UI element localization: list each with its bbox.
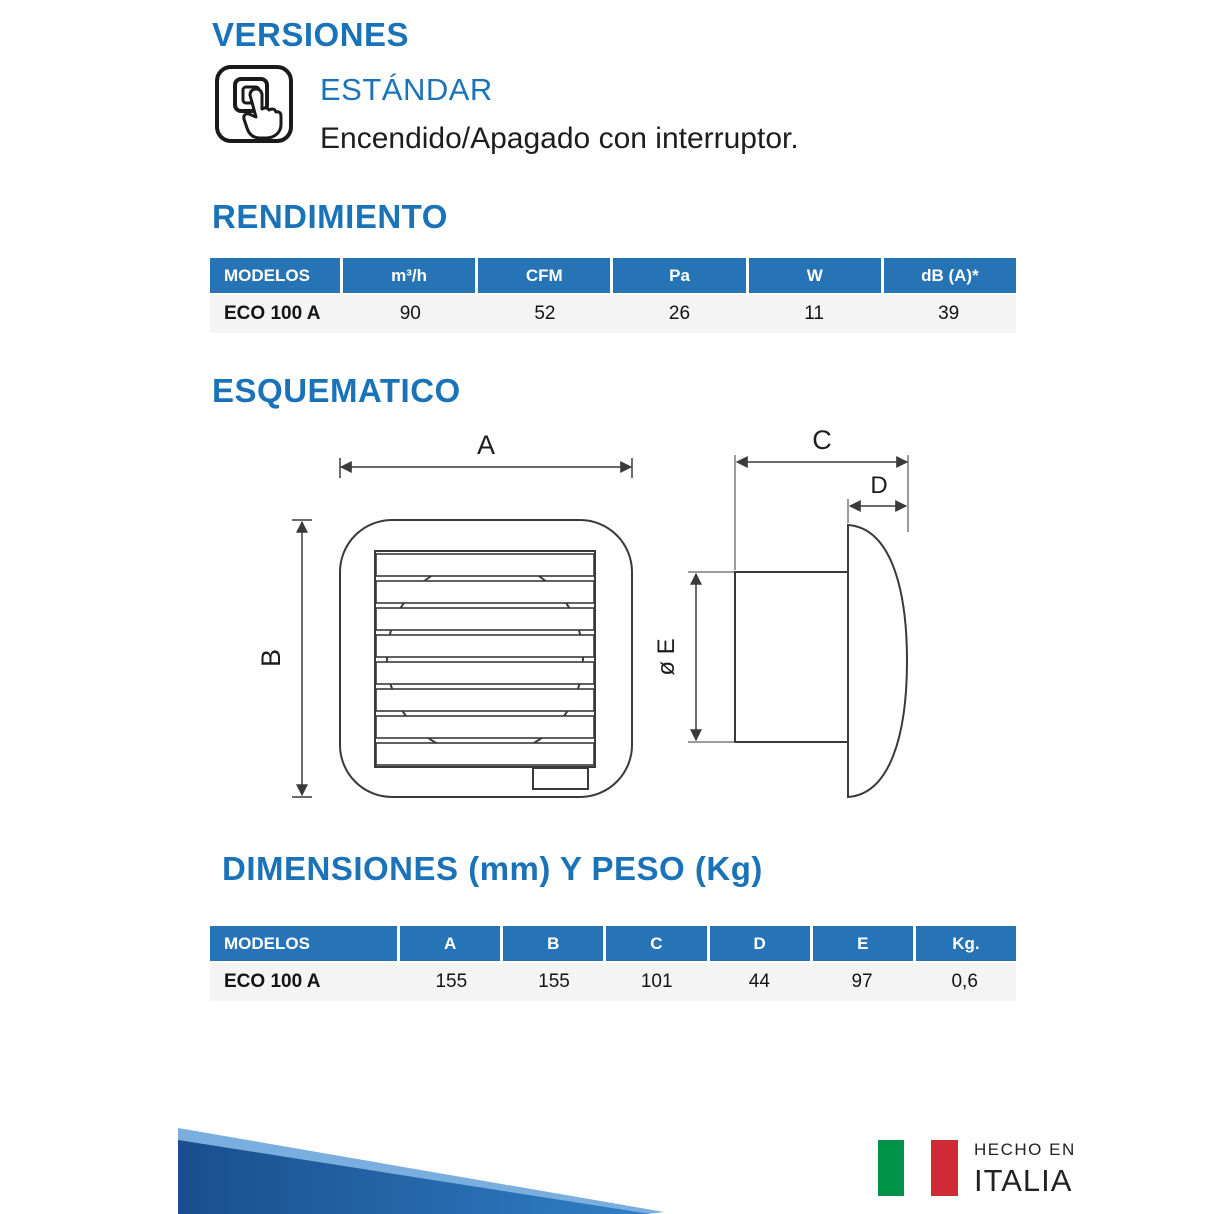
dimensions-table	[210, 926, 1016, 1001]
dimension-a-label: A	[476, 430, 496, 460]
performance-value-dba: 39	[881, 295, 1016, 333]
dimensions-value-e: 97	[811, 963, 914, 1001]
footer-wedge-graphic	[178, 1128, 668, 1214]
dimension-d-label: D	[870, 472, 888, 499]
performance-header-dba: dB (A)*	[884, 258, 1016, 293]
dimensions-value-kg: 0,6	[913, 963, 1016, 1001]
performance-header-cfm: CFM	[478, 258, 613, 293]
fan-grille-slats	[376, 554, 594, 765]
dimension-a	[340, 458, 632, 478]
performance-value-m3h: 90	[343, 295, 478, 333]
dimension-b	[292, 520, 312, 797]
dimensions-header-d: D	[710, 926, 813, 961]
fan-side-duct	[735, 572, 848, 742]
italy-flag-icon	[878, 1140, 958, 1196]
schematic-drawing	[200, 422, 1010, 832]
performance-header-m3h: m³/h	[343, 258, 478, 293]
dimensions-header-c: C	[606, 926, 709, 961]
dimensions-header-kg: Kg.	[916, 926, 1016, 961]
performance-header-pa: Pa	[613, 258, 748, 293]
dimensions-header-a: A	[400, 926, 503, 961]
performance-table-header	[210, 258, 1016, 293]
performance-value-pa: 26	[612, 295, 747, 333]
dimensions-table-header	[210, 926, 1016, 961]
dimensions-header-b: B	[503, 926, 606, 961]
made-in-block	[974, 1140, 1076, 1199]
dimensions-header-e: E	[813, 926, 916, 961]
standard-version-label: ESTÁNDAR	[320, 72, 493, 107]
performance-value-cfm: 52	[478, 295, 613, 333]
dimension-c-label: C	[812, 425, 832, 455]
performance-header-modelos: MODELOS	[210, 258, 343, 293]
fan-label-plate	[533, 768, 588, 789]
performance-table-row	[210, 295, 1016, 333]
made-in-country: ITALIA	[974, 1163, 1073, 1198]
dimension-e	[688, 572, 737, 742]
made-in-label: HECHO EN	[974, 1140, 1076, 1159]
switch-hand-icon	[212, 62, 296, 146]
performance-header-w: W	[749, 258, 884, 293]
rendimiento-title: RENDIMIENTO	[212, 198, 448, 235]
dimensions-model-cell: ECO 100 A	[210, 963, 400, 1001]
dimensions-value-d: 44	[708, 963, 811, 1001]
performance-value-w: 11	[747, 295, 882, 333]
dimensions-header-modelos: MODELOS	[210, 926, 400, 961]
dimensiones-title: DIMENSIONES (mm) Y PESO (Kg)	[222, 850, 763, 887]
fan-side-body	[848, 525, 907, 797]
switch-button-icon	[212, 62, 296, 146]
dimensions-value-b: 155	[503, 963, 606, 1001]
dimension-e-label: ø E	[653, 638, 680, 676]
versiones-title: VERSIONES	[212, 16, 410, 53]
dimensions-value-a: 155	[400, 963, 503, 1001]
dimensions-table-row	[210, 963, 1016, 1001]
performance-model-cell: ECO 100 A	[210, 295, 343, 333]
dimensions-value-c: 101	[605, 963, 708, 1001]
performance-table	[210, 258, 1016, 333]
dimension-d	[848, 499, 906, 523]
standard-version-description: Encendido/Apagado con interruptor.	[320, 122, 799, 155]
esquematico-title: ESQUEMATICO	[212, 372, 461, 409]
dimension-b-label: B	[256, 648, 286, 668]
